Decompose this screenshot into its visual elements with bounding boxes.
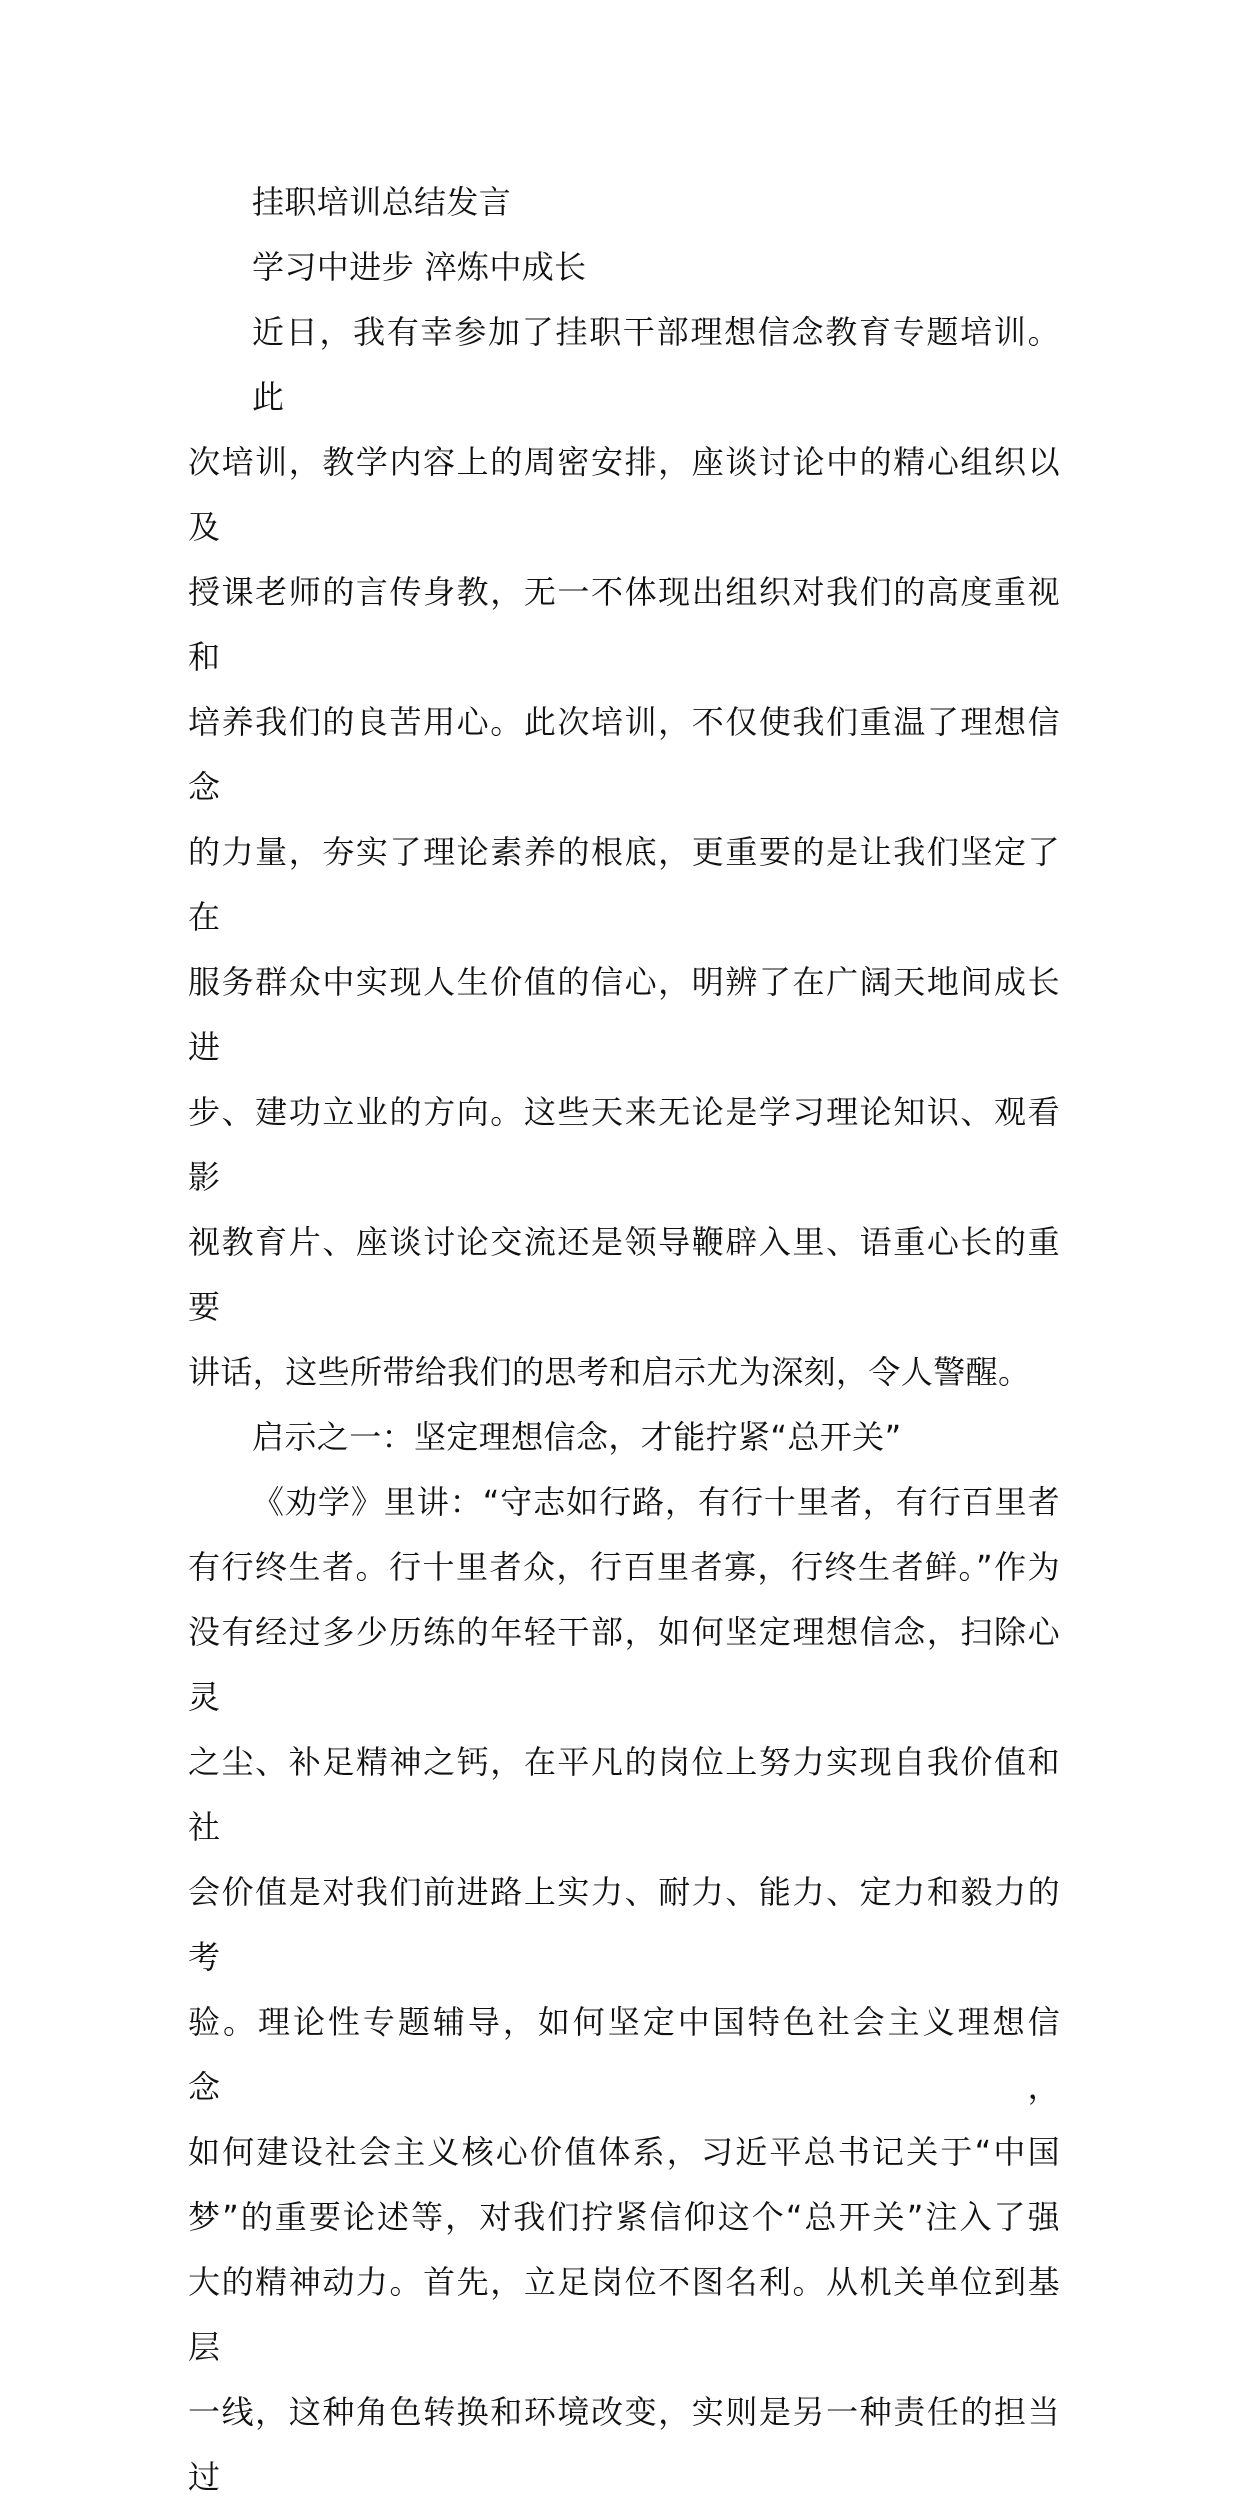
document-body xyxy=(188,170,1060,2510)
section-line-5: 会价值是对我们前进路上实力、耐力、能力、定力和毅力的考 xyxy=(188,1873,1060,1976)
intro-line-1: 近日，我有幸参加了挂职干部理想信念教育专题培训。此 xyxy=(252,313,1060,416)
intro-line-3: 授课老师的言传身教，无一不体现出组织对我们的高度重视和 xyxy=(188,573,1060,676)
intro-line-6: 服务群众中实现人生价值的信心，明辨了在广阔天地间成长进 xyxy=(188,963,1060,1066)
document-title: 挂职培训总结发言 xyxy=(252,183,512,221)
section-heading: 启示之一：坚定理想信念，才能拧紧“总开关” xyxy=(252,1418,902,1456)
section-line-10: 一线，这种角色转换和环境改变，实则是另一种责任的担当过 xyxy=(188,2393,1060,2496)
section-line-4: 之尘、补足精神之钙，在平凡的岗位上努力实现自我价值和社 xyxy=(188,1743,1060,1846)
document-subtitle: 学习中进步 淬炼中成长 xyxy=(252,248,587,286)
section-line-7: 如何建设社会主义核心价值体系，习近平总书记关于“中国 xyxy=(188,2133,1060,2171)
intro-line-2: 次培训，教学内容上的周密安排，座谈讨论中的精心组织以及 xyxy=(188,443,1060,546)
section-line-9: 大的精神动力。首先，立足岗位不图名利。从机关单位到基层 xyxy=(188,2263,1060,2366)
section-line-6: 验。理论性专题辅导，如何坚定中国特色社会主义理想信念， xyxy=(188,2003,1060,2106)
section-paragraph xyxy=(188,1470,1060,2510)
section-line-1: 《劝学》里讲：“守志如行路，有行十里者，有行百里者 xyxy=(252,1483,1060,1521)
intro-line-8: 视教育片、座谈讨论交流还是领导鞭辟入里、语重心长的重要 xyxy=(188,1223,1060,1326)
section-line-3: 没有经过多少历练的年轻干部，如何坚定理想信念，扫除心灵 xyxy=(188,1613,1060,1716)
intro-line-7: 步、建功立业的方向。这些天来无论是学习理论知识、观看影 xyxy=(188,1093,1060,1196)
intro-line-5: 的力量，夯实了理论素养的根底，更重要的是让我们坚定了在 xyxy=(188,833,1060,936)
intro-line-4: 培养我们的良苦用心。此次培训，不仅使我们重温了理想信念 xyxy=(188,703,1060,806)
section-line-8: 梦”的重要论述等，对我们拧紧信仰这个“总开关”注入了强 xyxy=(188,2198,1060,2236)
intro-paragraph xyxy=(188,300,1060,1405)
intro-line-9: 讲话，这些所带给我们的思考和启示尤为深刻，令人警醒。 xyxy=(188,1353,1031,1391)
section-line-2: 有行终生者。行十里者众，行百里者寡，行终生者鲜。”作为 xyxy=(188,1548,1060,1586)
